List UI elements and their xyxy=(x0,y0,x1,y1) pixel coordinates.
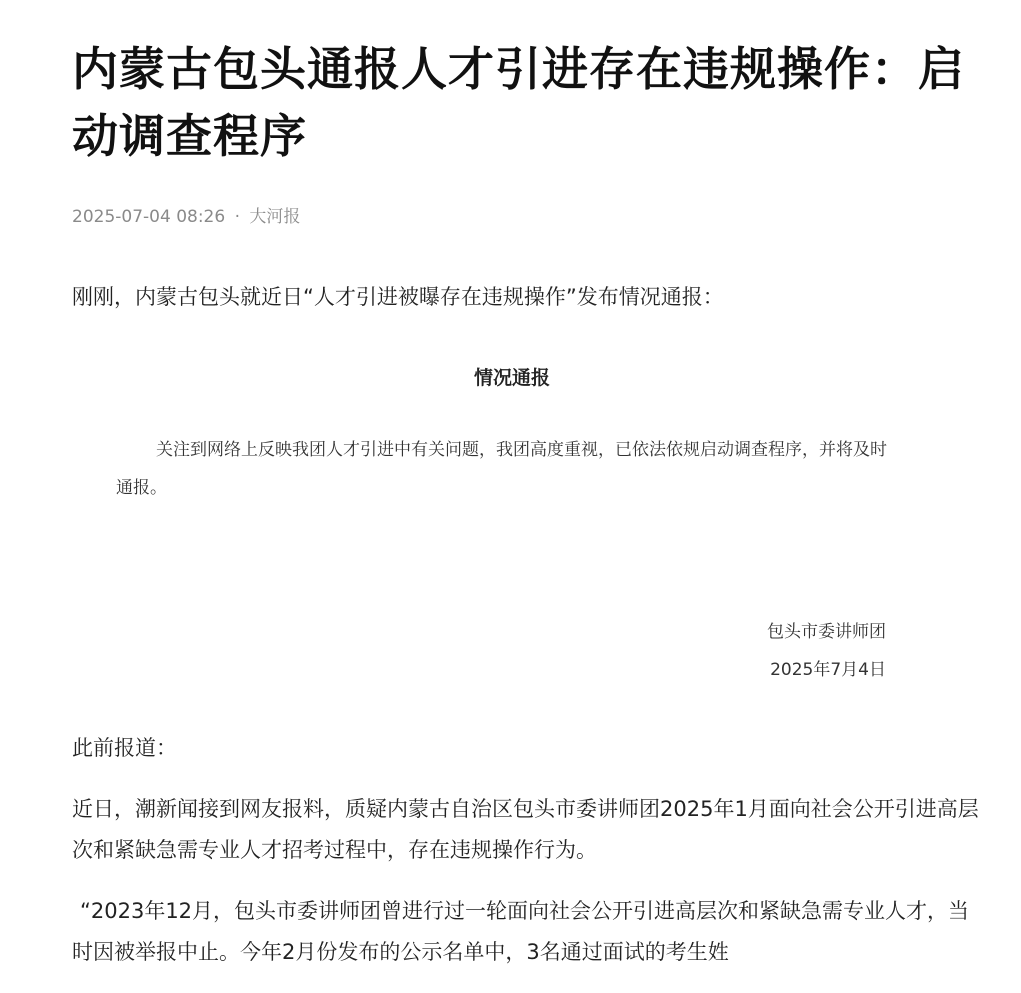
notice-title: 情况通报 xyxy=(473,367,550,389)
meta-separator: · xyxy=(234,207,241,227)
lead-paragraph: 刚刚，内蒙古包头就近日“人才引进被曝存在违规操作”发布情况通报： xyxy=(72,285,724,309)
notice-body: 关注到网络上反映我团人才引进中有关问题，我团高度重视，已依法依规启动调查程序，并将及时通报。 xyxy=(116,440,887,498)
previous-heading: 此前报道： xyxy=(72,736,177,760)
publish-date: 2025-07-04 08:26 xyxy=(72,207,226,227)
previous-paragraph-2: “2023年12月，包头市委讲师团曾进行过一轮面向社会公开引进高层次和紧缺急需专业人才，当时因被举报中止。今年2月份发布的公示名单中，3名通过面试的考生姓 xyxy=(72,899,970,964)
notice-date: 2025年7月4日 xyxy=(770,660,886,680)
article xyxy=(72,36,977,318)
article-meta xyxy=(72,205,977,229)
previous-report xyxy=(72,728,982,993)
article-title: 内蒙古包头通报人才引进存在违规操作：启动调查程序 xyxy=(72,42,965,163)
notice-signer: 包头市委讲师团 xyxy=(767,622,886,642)
notice-signature xyxy=(767,613,886,689)
source-name: 大河报 xyxy=(249,207,301,227)
notice-image xyxy=(72,345,952,710)
previous-paragraph-1: 近日，潮新闻接到网友报料，质疑内蒙古自治区包头市委讲师团2025年1月面向社会公开引进高层次和紧缺急需专业人才招考过程中，存在违规操作行为。 xyxy=(72,797,979,862)
